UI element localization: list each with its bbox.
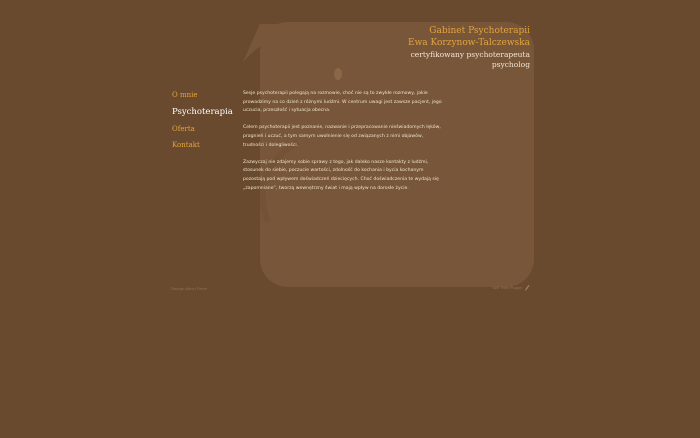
site-title[interactable]: Gabinet Psychoterapii (429, 26, 530, 36)
therapist-title: certyfikowany psychoterapeuta (410, 50, 530, 59)
nav-item-psychoterapia[interactable]: Psychoterapia (172, 107, 233, 117)
nav-item-o-mnie[interactable]: O mnie (172, 91, 198, 99)
footer-credit[interactable]: Design Kerin Finen (171, 286, 208, 291)
footer-plugin[interactable] (492, 284, 530, 291)
content-paragraph-1: Sesje psychoterapii polegają na rozmowie, choć nie są to zwykłe rozmowy, jakie prowadzimy na co dzień z różnymi ludźmi. W centrum uwagi jest zawsze pacjent, jego uczucia, przeszłość i sytuacja obecna. (243, 91, 442, 114)
nav-item-kontakt[interactable]: Kontakt (172, 141, 200, 149)
therapist-profession: psycholog (491, 59, 530, 69)
content-paragraph-3: Zazwyczaj nie zdajemy sobie sprawy z tego, jak daleko nasze kontakty z ludźmi, stosunek do siebie, poczucie wartości, zdolność do kochania i bycia kochanym pozostają pod wpływem doświadczeń dziecięcych. Choć doświadczenia te wydają się „zapomniane”, tworzą wewnętrzny świat i mają wpływ na dorosłe życie. (243, 159, 439, 191)
main-content (243, 90, 443, 202)
content-paragraph-2: Celem psychoterapii jest poznanie, nazwanie i przepracowanie nieświadomych lęków, pragnień i uczuć, a tym samym uwolnienie się od związanych z nimi objawów, trudności i dolegliwości. (243, 125, 441, 148)
site-header (408, 27, 530, 70)
pen-icon (524, 284, 530, 291)
therapist-name: Ewa Korzynow-Talczewska (408, 38, 530, 48)
footer-plugin-label: Sell Free Plugin (492, 285, 522, 290)
nav-item-oferta[interactable]: Oferta (172, 125, 195, 133)
main-nav (172, 91, 233, 157)
